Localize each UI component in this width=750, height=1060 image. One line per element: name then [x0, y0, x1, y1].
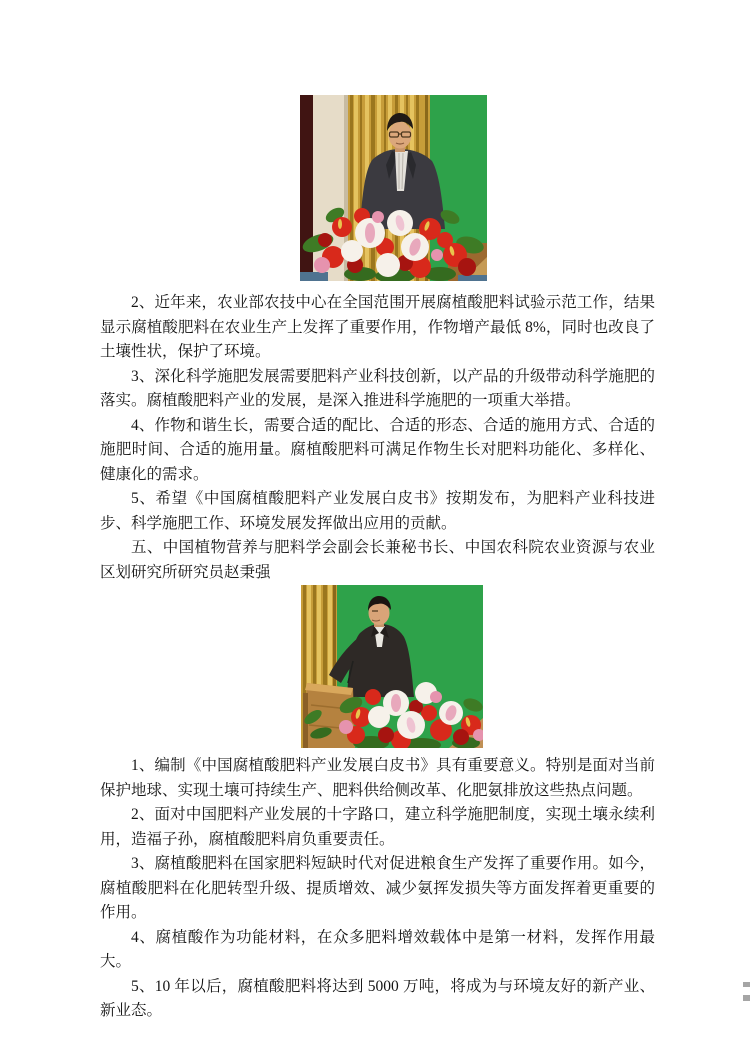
wooden-podium: [302, 683, 355, 748]
paragraph-2: 2、近年来，农业部农技中心在全国范围开展腐植酸肥料试验示范工作，结果显示腐植酸肥料在农业生产上发挥了重要作用，作物增产最低 8%，同时也改良了土壤性状，保护了环境。: [100, 294, 655, 360]
text-block-bottom: [100, 754, 655, 1024]
page-edge-artifact: [743, 995, 750, 1001]
photo-speaker-2: [301, 585, 483, 748]
paragraph-b3: 3、腐植酸肥料在国家肥料短缺时代对促进粮食生产发挥了重要作用。如今，腐植酸肥料在化肥转型升级、提质增效、减少氨挥发损失等方面发挥着更重要的作用。: [100, 855, 655, 921]
paragraph-b4: 4、腐植酸作为功能材料，在众多肥料增效载体中是第一材料，发挥作用最大。: [100, 928, 655, 970]
photo-speaker-1-illustration: [300, 95, 487, 281]
photo-speaker-2-illustration: [301, 585, 483, 748]
paragraph-3: 3、深化科学施肥发展需要肥料产业科技创新，以产品的升级带动科学施肥的落实。腐植酸肥料产业的发展，是深入推进科学施肥的一项重大举措。: [100, 367, 655, 409]
paragraph-5: 5、希望《中国腐植酸肥料产业发展白皮书》按期发布，为肥料产业科技进步、科学施肥工作、环境发展发挥做出应用的贡献。: [100, 490, 655, 532]
door-strip: [300, 95, 313, 281]
paragraph-b2: 2、面对中国肥料产业发展的十字路口，建立科学施肥制度，实现土壤永续利用，造福子孙，腐植酸肥料肩负重要责任。: [100, 806, 655, 848]
paragraph-b1: 1、编制《中国腐植酸肥料产业发展白皮书》具有重要意义。特别是面对当前保护地球、实现土壤可持续生产、肥料供给侧改革、化肥氨排放这些热点问题。: [100, 757, 655, 799]
text-block-top: [100, 291, 655, 585]
section-heading-5: 五、中国植物营养与肥料学会副会长兼秘书长、中国农科院农业资源与农业区划研究所研究员赵秉强: [100, 539, 655, 581]
photo-speaker-1: [300, 95, 487, 281]
page-edge-artifact: [743, 982, 750, 987]
table-edge-left: [300, 272, 328, 281]
table-edge-right: [458, 275, 487, 281]
paragraph-b5: 5、10 年以后，腐植酸肥料将达到 5000 万吨，将成为与环境友好的新产业、新业态。: [100, 977, 655, 1019]
paragraph-4: 4、作物和谐生长，需要合适的配比、合适的形态、合适的施用方式、合适的施肥时间、合适的施用量。腐植酸肥料可满足作物生长对肥料功能化、多样化、健康化的需求。: [100, 416, 655, 483]
